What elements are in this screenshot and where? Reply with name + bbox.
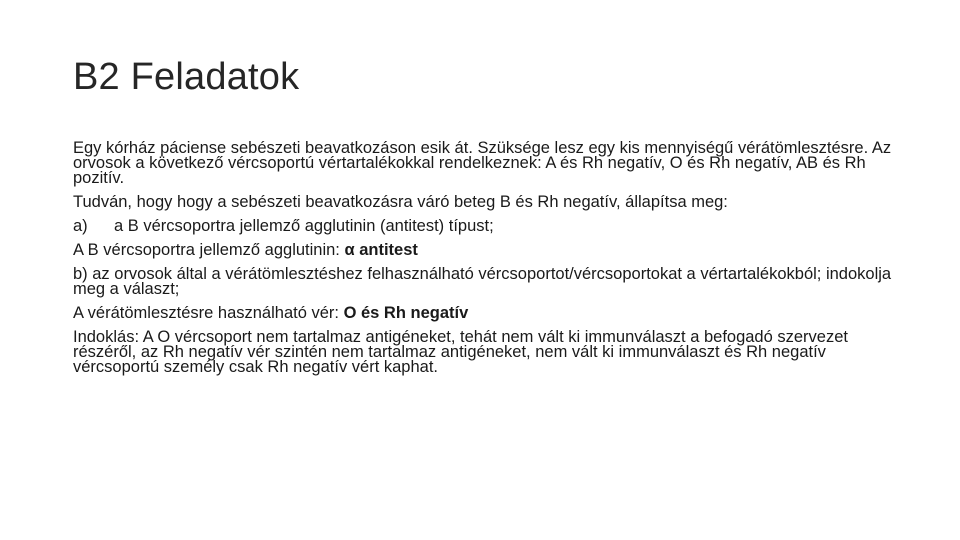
task-b-paragraph: b) az orvosok által a vérátömlesztéshez felhasználható vércsoportot/vércsoportokat a vértartalékokból; indokolja meg a választ;	[73, 265, 892, 298]
question-paragraph: Tudván, hogy hogy a sebészeti beavatkozásra váró beteg B és Rh negatív, állapítsa meg:	[73, 193, 728, 211]
answer-a-paragraph	[73, 243, 893, 258]
answer-b-value: O és Rh negatív	[343, 304, 469, 322]
intro-paragraph: Egy kórház páciense sebészeti beavatkozáson esik át. Szüksége lesz egy kis mennyiségű vérátömlesztésre. Az orvosok a következő vércsoportú vértartalékokkal rendelkeznek: A és Rh negatív, O és Rh negatív, AB és Rh pozitív.	[73, 139, 892, 187]
task-a-paragraph	[73, 219, 893, 234]
task-a-marker: a)	[73, 217, 88, 235]
slide-title: B2 Feladatok	[73, 56, 300, 98]
slide-body	[73, 141, 893, 384]
answer-b-label: A vérátömlesztésre használható vér:	[73, 304, 344, 322]
task-a-text: a B vércsoportra jellemző agglutinin (antitest) típust;	[114, 217, 494, 235]
answer-a-label: A B vércsoportra jellemző agglutinin:	[73, 241, 345, 259]
justification-paragraph: Indoklás: A O vércsoport nem tartalmaz antigéneket, tehát nem vált ki immunválaszt a befogadó szervezet részéről, az Rh negatív vér szintén nem tartalmaz antigéneket, nem vált ki immunválaszt és Rh negatív vércsoportú személy csak Rh negatív vért kaphat.	[73, 328, 848, 376]
answer-b-paragraph	[73, 306, 893, 321]
answer-a-value: α antitest	[344, 241, 418, 259]
